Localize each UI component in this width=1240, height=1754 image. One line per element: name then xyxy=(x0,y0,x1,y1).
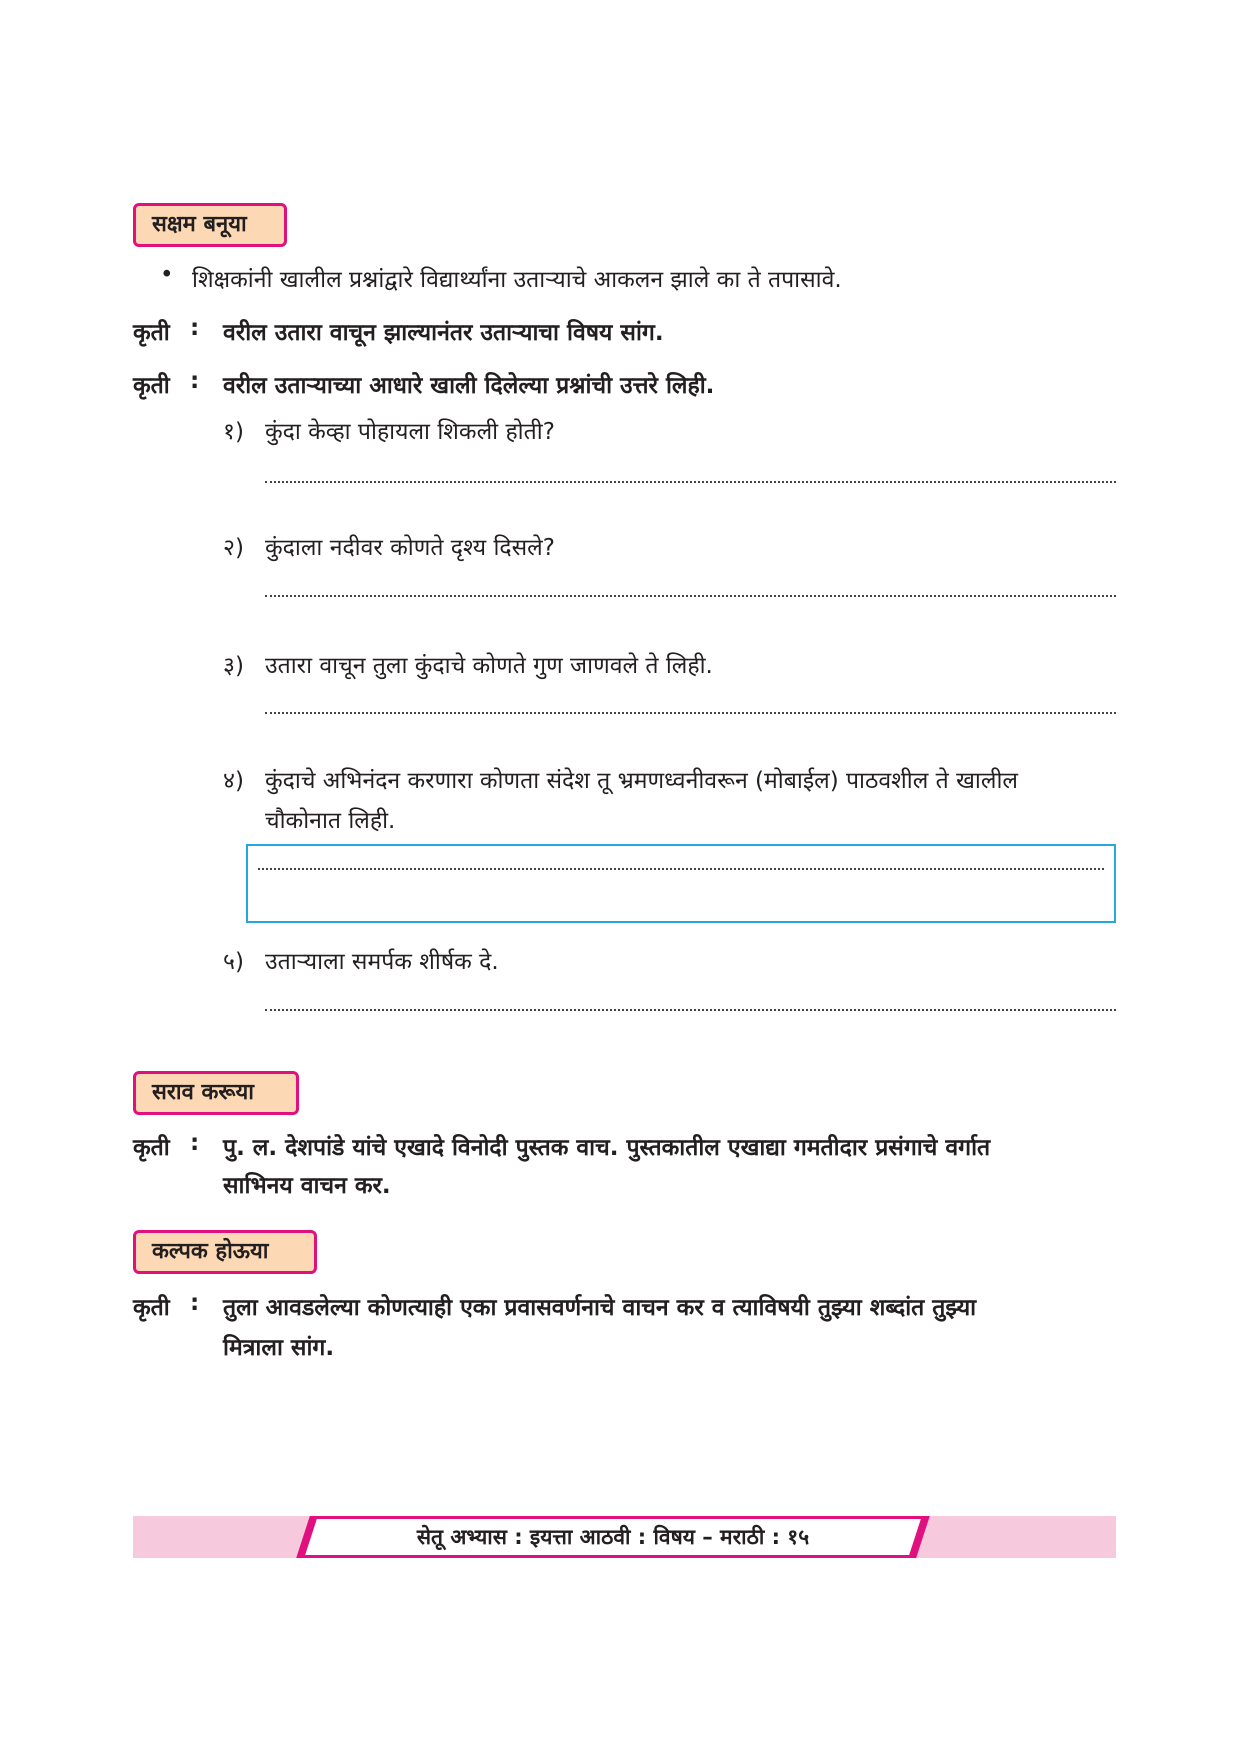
question-text: कुंदाचे अभिनंदन करणारा कोणता संदेश तू भ्रमणध्वनीवरून (मोबाईल) पाठवशील ते खालील xyxy=(265,768,1018,794)
question-number: २) xyxy=(223,535,244,561)
bullet-icon: • xyxy=(160,262,174,288)
answer-line[interactable] xyxy=(265,595,1116,597)
question-number: १) xyxy=(223,419,244,445)
colon: : xyxy=(190,1290,200,1316)
question-text-cont: चौकोनात लिही. xyxy=(265,808,396,834)
answer-line[interactable] xyxy=(258,868,1104,870)
kruti-label: कृती xyxy=(133,320,170,346)
colon: : xyxy=(190,1130,200,1156)
footer-text: सेतू अभ्यास : इयत्ता आठवी : विषय – मराठी : १५ xyxy=(416,1525,810,1549)
message-answer-box[interactable] xyxy=(246,844,1116,923)
kruti-label: कृती xyxy=(133,373,170,399)
section-heading-sarav: सराव करूया xyxy=(133,1071,299,1115)
task-text-cont: साभिनय वाचन कर. xyxy=(223,1173,391,1199)
task-text: वरील उतारा वाचून झाल्यानंतर उताऱ्याचा विषय सांग. xyxy=(223,320,664,346)
instruction-text: शिक्षकांनी खालील प्रश्नांद्वारे विद्यार्थ्यांना उताऱ्याचे आकलन झाले का ते तपासावे. xyxy=(192,267,842,293)
answer-line[interactable] xyxy=(265,712,1116,714)
task-text-cont: मित्राला सांग. xyxy=(223,1335,335,1361)
answer-line[interactable] xyxy=(265,481,1116,483)
colon: : xyxy=(190,368,200,394)
task-text: वरील उताऱ्याच्या आधारे खाली दिलेल्या प्रश्नांची उत्तरे लिही. xyxy=(223,373,715,399)
task-text: पु. ल. देशपांडे यांचे एखादे विनोदी पुस्तक वाच. पुस्तकातील एखाद्या गमतीदार प्रसंगाचे वर्गात xyxy=(223,1135,991,1161)
task-text: तुला आवडलेल्या कोणत्याही एका प्रवासवर्णनाचे वाचन कर व त्याविषयी तुझ्या शब्दांत तुझ्या xyxy=(223,1295,977,1321)
question-number: ५) xyxy=(223,949,244,975)
section-heading-saksham: सक्षम बनूया xyxy=(133,203,287,247)
question-number: ३) xyxy=(223,653,244,679)
kruti-label: कृती xyxy=(133,1135,170,1161)
colon: : xyxy=(190,315,200,341)
footer-band xyxy=(133,1516,1116,1558)
question-text: कुंदा केव्हा पोहायला शिकली होती? xyxy=(265,419,555,445)
answer-line[interactable] xyxy=(265,1009,1116,1011)
question-text: उताऱ्याला समर्पक शीर्षक दे. xyxy=(265,949,499,975)
section-heading-kalpak: कल्पक होऊया xyxy=(133,1230,317,1274)
question-text: कुंदाला नदीवर कोणते दृश्य दिसले? xyxy=(265,535,555,561)
question-text: उतारा वाचून तुला कुंदाचे कोणते गुण जाणवले ते लिही. xyxy=(265,653,713,679)
question-number: ४) xyxy=(223,768,244,794)
kruti-label: कृती xyxy=(133,1295,170,1321)
